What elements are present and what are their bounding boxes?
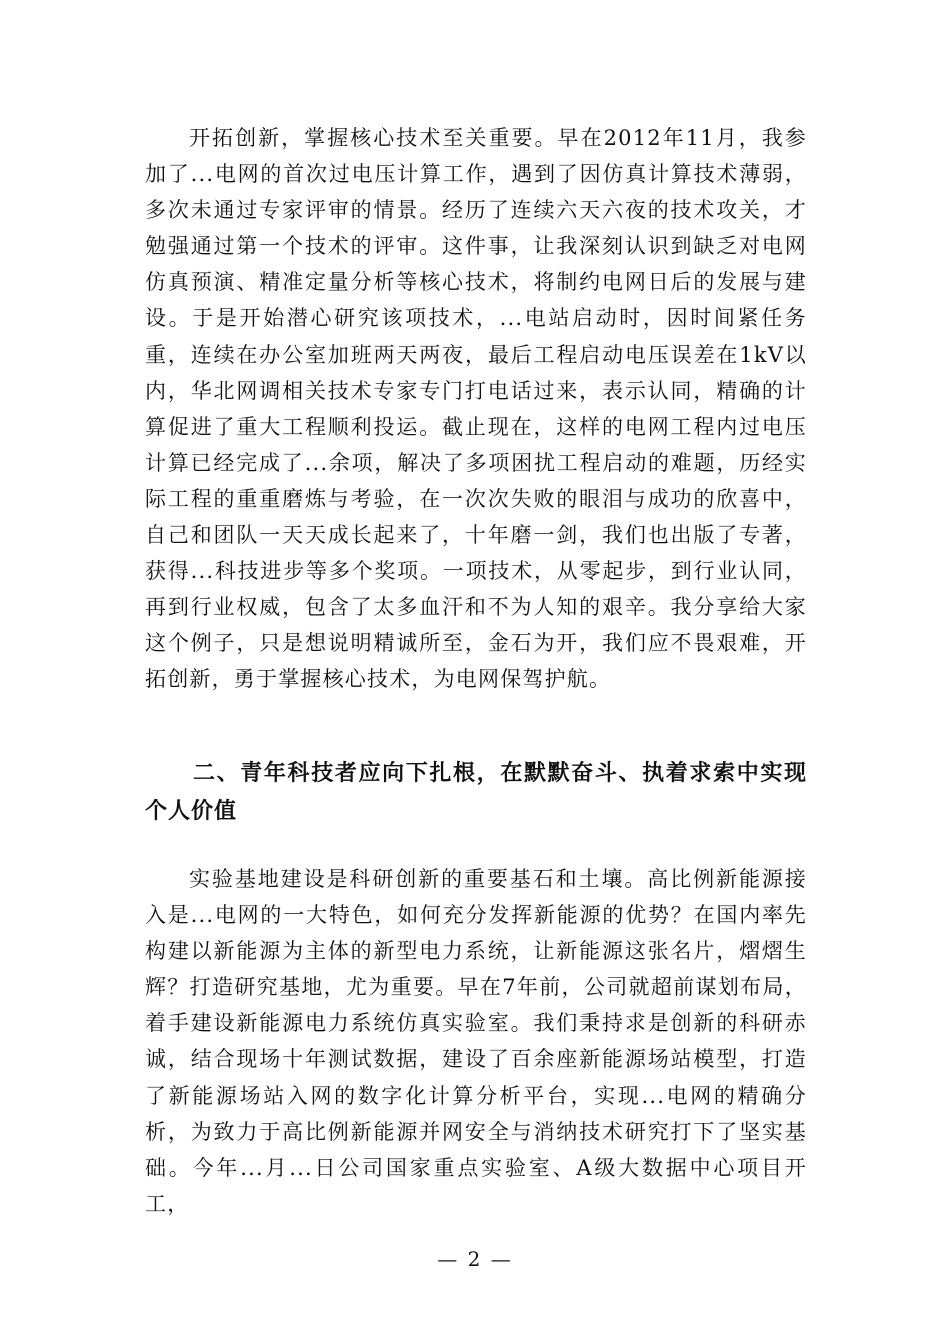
page-number: — 2 —	[437, 1247, 513, 1271]
body-paragraph-1: 开拓创新，掌握核心技术至关重要。早在2012年11月，我参加了...电网的首次过电压计算工作，遇到了因仿真计算技术薄弱，多次未通过专家评审的情景。经历了连续六天六夜的技术攻关，才勉强通过第一个技术的评审。这件事，让我深刻认识到缺乏对电网仿真预演、精准定量分析等核心技术，将制约电网日后的发展与建设。于是开始潜心研究该项技术，...电站启动时，因时间紧任务重，连续在办公室加班两天两夜，最后工程启动电压误差在1kV以内，华北网调相关技术专家专门打电话过来，表示认同，精确的计算促进了重大工程顺利投运。截止现在，这样的电网工程内过电压计算已经完成了...余项，解决了多项困扰工程启动的难题，历经实际工程的重重磨炼与考验，在一次次失败的眼泪与成功的欣喜中，自己和团队一天天成长起来了，十年磨一剑，我们也出版了专著，获得...科技进步等多个奖项。一项技术，从零起步，到行业认同，再到行业权威，包含了太多血汗和不为人知的艰辛。我分享给大家这个例子，只是想说明精诚所至，金石为开，我们应不畏艰难，开拓创新，勇于掌握核心技术，为电网保驾护航。	[145, 126, 807, 692]
body-paragraph-2: 实验基地建设是科研创新的重要基石和土壤。高比例新能源接入是...电网的一大特色，如何充分发挥新能源的优势？在国内率先构建以新能源为主体的新型电力系统，让新能源这张名片，熠熠生辉？打造研究基地，尤为重要。早在7年前，公司就超前谋划布局，着手建设新能源电力系统仿真实验室。我们秉持求是创新的科研赤诚，结合现场十年测试数据，建设了百余座新能源场站模型，打造了新能源场站入网的数字化计算分析平台，实现...电网的精确分析，为致力于高比例新能源并网安全与消纳技术研究打下了坚实基础。今年...月...日公司国家重点实验室、A级大数据中心项目开工，	[145, 867, 807, 1216]
section-heading: 二、青年科技者应向下扎根，在默默奋斗、执着求索中实现个人价值	[145, 761, 807, 824]
